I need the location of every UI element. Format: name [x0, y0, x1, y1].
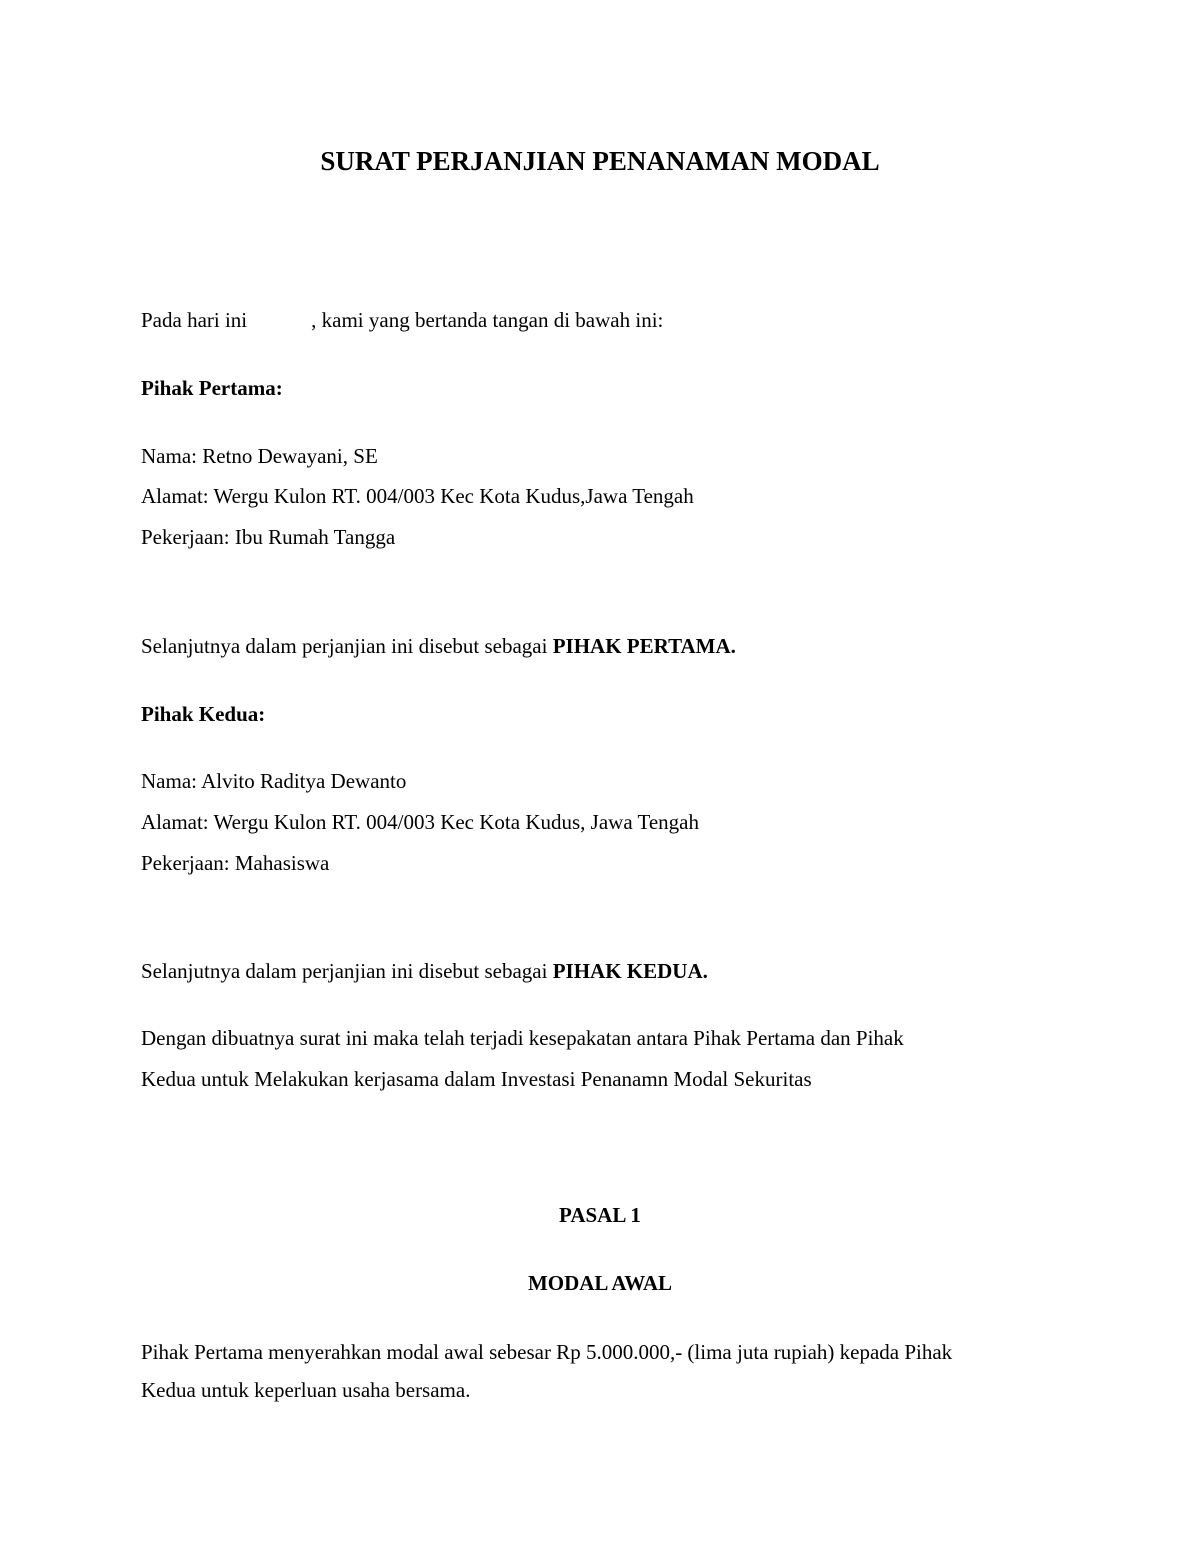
second-party-designation-text: Selanjutnya dalam perjanjian ini disebut sebagai: [141, 959, 553, 983]
article-1-line-2: Kedua untuk keperluan usaha bersama.: [141, 1378, 471, 1402]
first-party-designation-text: Selanjutnya dalam perjanjian ini disebut sebagai: [141, 634, 553, 658]
second-party-address: Alamat: Wergu Kulon RT. 004/003 Kec Kota Kudus, Jawa Tengah: [141, 810, 700, 834]
second-party-heading: Pihak Kedua:: [141, 702, 266, 726]
intro-text-after: , kami yang bertanda tangan di bawah ini:: [311, 308, 664, 332]
article-1-title: MODAL AWAL: [527, 1271, 673, 1295]
article-1-number: PASAL 1: [559, 1203, 641, 1227]
second-party-occupation: Pekerjaan: Mahasiswa: [141, 851, 330, 875]
intro-text-before: Pada hari ini: [141, 308, 248, 332]
second-party-designation-label: PIHAK KEDUA.: [552, 959, 708, 983]
second-party-name: Nama: Alvito Raditya Dewanto: [141, 769, 407, 793]
first-party-name: Nama: Retno Dewayani, SE: [141, 444, 378, 468]
first-party-address: Alamat: Wergu Kulon RT. 004/003 Kec Kota Kudus,Jawa Tengah: [141, 484, 694, 508]
agreement-line-2: Kedua untuk Melakukan kerjasama dalam Investasi Penanamn Modal Sekuritas: [141, 1067, 812, 1091]
agreement-line-1: Dengan dibuatnya surat ini maka telah terjadi kesepakatan antara Pihak Pertama dan Pihak: [141, 1026, 904, 1050]
first-party-designation: [141, 636, 736, 657]
article-1-line-1: Pihak Pertama menyerahkan modal awal sebesar Rp 5.000.000,- (lima juta rupiah) kepada Pihak: [141, 1340, 953, 1364]
first-party-designation-label: PIHAK PERTAMA.: [552, 634, 736, 658]
first-party-occupation: Pekerjaan: Ibu Rumah Tangga: [141, 525, 396, 549]
first-party-heading: Pihak Pertama:: [141, 376, 283, 400]
document-title: SURAT PERJANJIAN PENANAMAN MODAL: [320, 146, 880, 176]
second-party-designation: [141, 961, 708, 982]
intro-line: [141, 310, 663, 331]
